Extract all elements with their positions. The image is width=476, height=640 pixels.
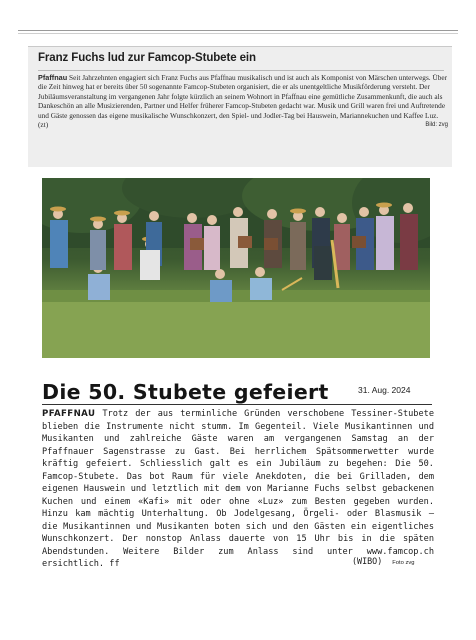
group-photo-illustration: [42, 178, 430, 358]
clipping-author-tag: (zt): [38, 120, 49, 130]
article-headline: Die 50. Stubete gefeiert: [42, 380, 329, 404]
article-dateline: PFAFFNAU: [42, 409, 96, 419]
article-photo-credit: Foto zvg: [392, 560, 415, 566]
article-body-paragraph: [42, 408, 434, 571]
clipping-dateline: Pfaffnau: [38, 73, 68, 82]
group-photo: [42, 178, 430, 358]
article-date: 31. Aug. 2024: [358, 385, 411, 395]
clipping-divider: [38, 70, 444, 71]
article-body-text: Trotz der aus terminliche Gründen verschobene Tessiner-Stubete blieben die Instrumente nicht stumm. Im Gegenteil. Viele Musikantinnen und Musikanten und zahlreiche Gäste waren am vergangenen Samstag an der Pfaffnauer Sagenstrasse zu Gast. Bei herrlichem Spätsommerwetter wurde kräftig gefeiert. Schliesslich galt es ein Jubiläum zu begehen: Die 50. Famcop-Stubete. Das bot Raum für viele Anekdoten, die bei Grilladen, dem eigenen Hauswein und letztlich mit dem von Marianne Fuchs selbst gebackenen Kuchen und einem «Kafi» mit oder ohne «Luz» zum Besten gegeben wurden. Hinzu kam mächtig Unterhaltung. Ob Jodelgesang, Örgeli- oder Blasmusik – die Musikantinnen und Musikanten boten sich und den Gästen ein eigentliches Wunschkonzert. Der nonstop Anlass dauerte von 15 Uhr bis in die späten Abendstunden. Weitere Bilder zum Anlass sind unter www.famcop.ch ersichtlich.: [42, 409, 434, 569]
clipping-title: Franz Fuchs lud zur Famcop-Stubete ein: [38, 52, 256, 64]
headline-rule: [42, 404, 432, 405]
clipping-body-text: Seit Jahrzehnten engagiert sich Franz Fuchs aus Pfaffnau musikalisch und ist auch als Komponist von Märschen unterwegs. Über die Zeit hinweg hat er bereits über 50 sogenannte Famcop-Stubeten organisiert, die er als unentgeltliche Musikförderung versteht. Der Jubiläumsveranstaltung im vergangenen Jahr folgte kürzlich an seinem Wohnort in Pfaffnau eine gemütliche Zusammenkunft, die auch als Dankeschön an alle Musizierenden, Partner und Helfer früherer Famcop-Stubeten gedacht war. Musik und Grill waren frei und Auftretende und Gäste genossen das eigene musikalische Wunschkonzert, den Spiel- und Jodler-Tag bei Hauswein, Mariannekuchen und Kaffee Luz.: [38, 73, 448, 120]
scan-edge-line: [18, 30, 458, 31]
clipping-body-paragraph: [38, 73, 448, 130]
article-source: (WIBO): [352, 556, 383, 566]
clipping-photo-credit: Bild: zvg: [425, 122, 448, 129]
article-source-row: [352, 556, 415, 566]
article-author-tag: ff: [109, 559, 120, 569]
scan-edge-line-2: [18, 33, 458, 34]
